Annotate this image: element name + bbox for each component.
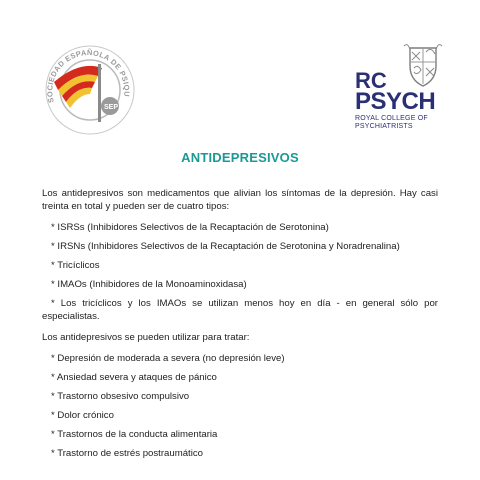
intro-paragraph: Los antidepresivos son medicamentos que alivian los síntomas de la depresión. Hay casi treinta en total y pueden ser de cuatro tipos: [42, 188, 438, 212]
rcpsych-crest-logo [402, 42, 444, 88]
type-item-triciclicos: * Tricíclicos [51, 260, 100, 271]
use-item-toc: * Trastorno obsesivo compulsivo [51, 391, 190, 402]
use-item-estres-postraumatico: * Trastorno de estrés postraumático [51, 448, 203, 459]
use-item-conducta-alimentaria: * Trastornos de la conducta alimentaria [51, 429, 218, 440]
rcpsych-logo [355, 42, 445, 136]
rcpsych-subtitle-line1: ROYAL COLLEGE OF [355, 115, 428, 122]
document-body [42, 187, 438, 460]
rcpsych-rc: RC [355, 68, 387, 93]
rcpsych-subtitle-line2: PSYCHIATRISTS [355, 122, 413, 130]
use-item-depresion: * Depresión de moderada a severa (no depresión leve) [51, 353, 285, 364]
rcpsych-psych: PSYCH [355, 88, 436, 115]
type-item-isrs: * ISRSs (Inhibidores Selectivos de la Recaptación de Serotonina) [51, 222, 329, 233]
rcpsych-subtitle [355, 115, 428, 130]
document-title: ANTIDEPRESIVOS [181, 150, 299, 165]
sep-seal-logo [40, 40, 136, 136]
type-item-imao: * IMAOs (Inhibidores de la Monoaminoxidasa) [51, 279, 247, 290]
use-item-dolor: * Dolor crónico [51, 410, 114, 421]
use-item-ansiedad: * Ansiedad severa y ataques de pánico [51, 372, 217, 383]
type-note: * Los tricíclicos y los IMAOs se utilizan menos hoy en día - en general sólo por especialistas. [42, 298, 438, 322]
sep-monogram: SEP [104, 104, 119, 111]
type-item-irsn: * IRSNs (Inhibidores Selectivos de la Recaptación de Serotonina y Noradrenalina) [51, 241, 400, 252]
uses-intro: Los antidepresivos se pueden utilizar para tratar: [42, 332, 250, 343]
sep-seal-text: SOCIEDAD ESPAÑOLA DE PSIQU [45, 48, 132, 104]
